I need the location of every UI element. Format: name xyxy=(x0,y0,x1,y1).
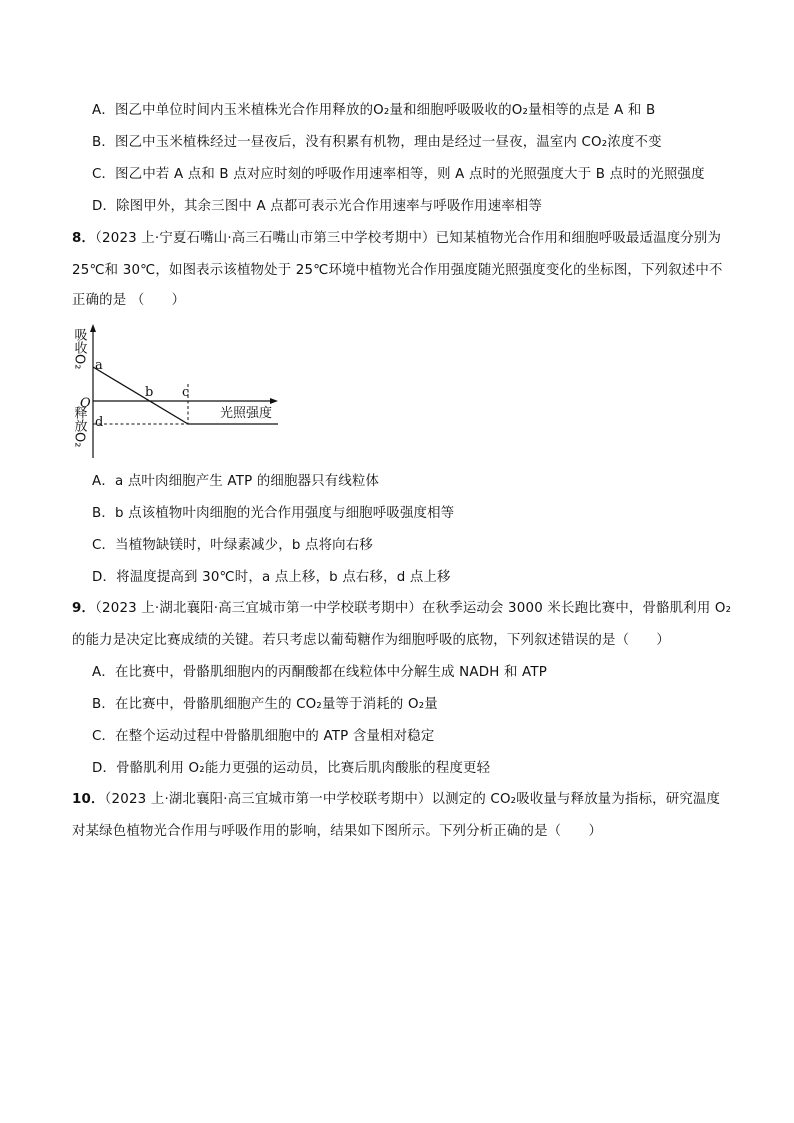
q8-option-c: C．当植物缺镁时，叶绿素减少，b 点将向右移 xyxy=(92,538,373,553)
point-c-label: c xyxy=(182,385,190,400)
point-d-label: d xyxy=(95,415,104,430)
q8-figure-svg xyxy=(68,322,288,462)
q9-number: 9． xyxy=(72,601,96,616)
prev-option-b: B．图乙中玉米植株经过一昼夜后，没有积累有机物，理由是经过一昼夜，温室内 CO₂浓度不变 xyxy=(92,135,662,150)
q8-option-a: A．a 点叶肉细胞产生 ATP 的细胞器只有线粒体 xyxy=(92,474,380,489)
q8-option-d: D．将温度提高到 30℃时，a 点上移，b 点右移，d 点上移 xyxy=(92,570,451,585)
q9-option-c: C．在整个运动过程中骨骼肌细胞中的 ATP 含量相对稳定 xyxy=(92,729,435,744)
x-axis-arrow xyxy=(270,398,278,404)
y-bottom-label: 释放O₂ xyxy=(71,406,87,448)
q9-option-d: D．骨骼肌利用 O₂能力更强的运动员，比赛后肌肉酸胀的程度更轻 xyxy=(92,761,491,776)
origin-label: O xyxy=(80,396,91,411)
q8-stem-line-2: 25℃和 30℃，如图表示该植物处于 25℃环境中植物光合作用强度随光照强度变化的坐标图，下列叙述中不 xyxy=(72,263,723,278)
q8-option-b: B．b 点该植物叶肉细胞的光合作用强度与细胞呼吸强度相等 xyxy=(92,506,455,521)
prev-option-c: C．图乙中若 A 点和 B 点对应时刻的呼吸作用速率相等，则 A 点时的光照强度大于 B 点时的光照强度 xyxy=(92,167,705,182)
q8-stem-line-1: 8．（2023 上·宁夏石嘴山·高三石嘴山市第三中学校考期中）已知某植物光合作用和细胞呼吸最适温度分别为 xyxy=(72,231,722,246)
point-a-label: a xyxy=(95,358,103,373)
y-axis-arrow xyxy=(90,324,96,332)
q8-light-intensity-figure xyxy=(68,322,288,462)
q8-number: 8． xyxy=(72,231,96,246)
q10-number: 10． xyxy=(72,792,105,807)
q9-stem-line-1: 9．（2023 上·湖北襄阳·高三宜城市第一中学校联考期中）在秋季运动会 3000 米长跑比赛中，骨骼肌利用 O₂ xyxy=(72,601,732,616)
q9-option-a: A．在比赛中，骨骼肌细胞内的丙酮酸都在线粒体中分解生成 NADH 和 ATP xyxy=(92,665,548,680)
q10-stem-line-1: 10．（2023 上·湖北襄阳·高三宜城市第一中学校联考期中）以测定的 CO₂吸收量与释放量为指标，研究温度 xyxy=(72,792,721,807)
y-top-label: 吸收O₂ xyxy=(71,328,87,370)
prev-option-d: D．除图甲外，其余三图中 A 点都可表示光合作用速率与呼吸作用速率相等 xyxy=(92,199,543,214)
q10-stem-line-2: 对某绿色植物光合作用与呼吸作用的影响，结果如下图所示。下列分析正确的是（ ） xyxy=(72,824,603,839)
point-b-label: b xyxy=(145,385,154,400)
q8-stem-line-3: 正确的是 （ ） xyxy=(72,293,186,308)
q9-option-b: B．在比赛中，骨骼肌细胞产生的 CO₂量等于消耗的 O₂量 xyxy=(92,697,438,712)
x-axis-label: 光照强度 xyxy=(220,406,273,421)
q9-stem-line-2: 的能力是决定比赛成绩的关键。若只考虑以葡萄糖作为细胞呼吸的底物，下列叙述错误的是（ ） xyxy=(72,633,670,648)
prev-option-a: A．图乙中单位时间内玉米植株光合作用释放的O₂量和细胞呼吸吸收的O₂量相等的点是 A 和 B xyxy=(92,103,656,118)
